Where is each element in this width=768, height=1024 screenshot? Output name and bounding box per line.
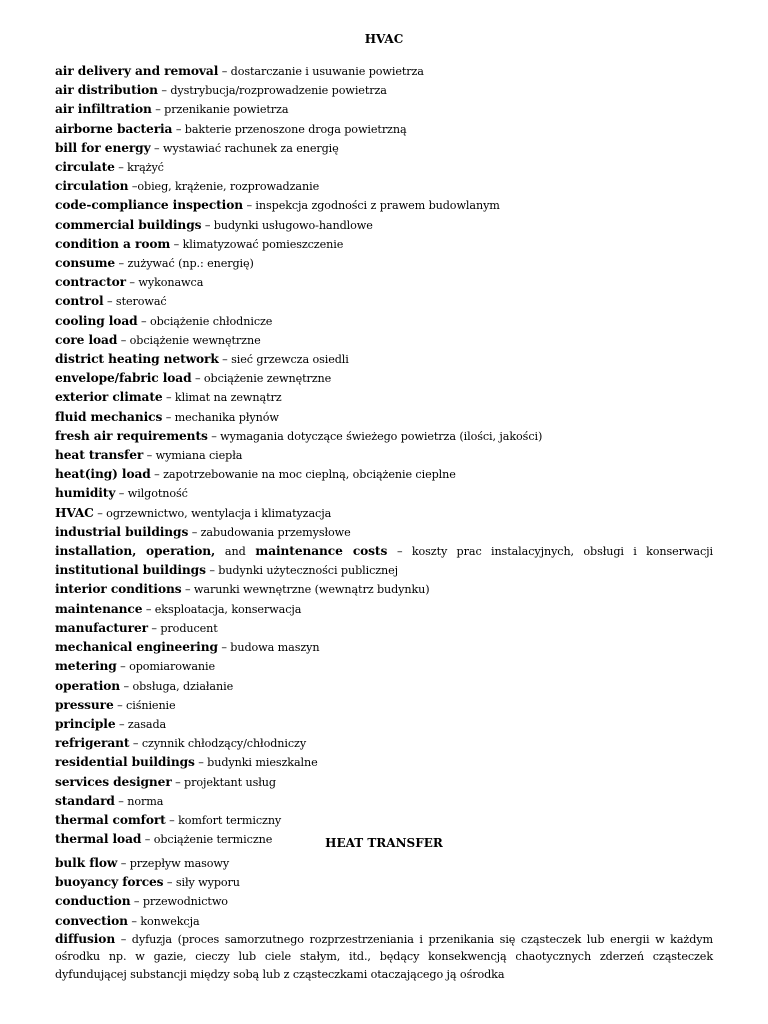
glossary-entry — [55, 120, 713, 139]
glossary-entry — [55, 273, 713, 292]
term: interior conditions — [55, 582, 182, 597]
term: conduction — [55, 894, 131, 909]
diffusion-line-1 — [55, 931, 713, 949]
term: air distribution — [55, 83, 158, 98]
glossary-entry — [55, 369, 713, 388]
definition: – budynki mieszkalne — [194, 756, 318, 770]
definition: – bakterie przenoszone droga powietrzną — [172, 122, 407, 136]
term: installation, — [55, 544, 137, 559]
glossary-entry — [55, 81, 713, 100]
definition: – konwekcja — [127, 914, 200, 928]
term: circulation — [55, 179, 129, 194]
glossary-list-heat-transfer — [55, 854, 713, 983]
section-title-hvac: HVAC — [364, 32, 404, 46]
glossary-entry — [55, 715, 713, 734]
glossary-entry — [55, 580, 713, 599]
glossary-entry — [55, 408, 713, 427]
definition: – obciążenie termiczne — [141, 833, 273, 847]
definition: – budowa maszyn — [217, 641, 320, 655]
term: circulate — [55, 160, 115, 175]
glossary-entry — [55, 312, 713, 331]
diffusion-line-2 — [55, 948, 713, 966]
glossary-entry — [55, 177, 713, 196]
glossary-entry-installation-costs — [55, 542, 713, 561]
definition: – wykonawca — [125, 276, 204, 290]
definition: – klimatyzować pomieszczenie — [170, 237, 344, 251]
glossary-entry — [55, 196, 713, 215]
definition: – obciążenie chłodnicze — [137, 314, 273, 328]
term: principle — [55, 716, 116, 731]
glossary-entry — [55, 638, 713, 657]
definition: – inspekcja zgodności z prawem budowlanym — [243, 199, 500, 213]
glossary-entry — [55, 696, 713, 715]
glossary-entry — [55, 446, 713, 465]
definition: – komfort termiczny — [165, 813, 282, 827]
glossary-entry — [55, 465, 713, 484]
term: consume — [55, 256, 116, 271]
term: refrigerant — [55, 736, 130, 751]
conjunction: and — [224, 545, 246, 559]
glossary-entry — [55, 331, 713, 350]
glossary-entry — [55, 912, 713, 931]
definition: – norma — [114, 794, 164, 808]
definition: – producent — [147, 621, 218, 635]
term: services designer — [55, 774, 172, 789]
term: envelope/fabric load — [55, 371, 192, 386]
definition: – dostarczanie i usuwanie powietrza — [218, 65, 424, 78]
definition: – budynki usługowo-handlowe — [201, 218, 373, 232]
definition: – zapotrzebowanie na moc cieplną, obciążenie cieplne — [150, 468, 456, 482]
term: operation, — [145, 544, 216, 559]
definition: ośrodku np. w gazie, cieczy lub ciele stałym, itd., będący konsekwencją chaotycznych zderzeń cząsteczek — [55, 950, 713, 964]
term: standard — [55, 793, 115, 808]
glossary-entry — [55, 523, 713, 542]
glossary-list-hvac — [55, 62, 713, 849]
glossary-entry — [55, 657, 713, 676]
definition: – ogrzewnictwo, wentylacja i klimatyzacja — [93, 506, 332, 520]
term: operation — [55, 678, 121, 693]
definition: – koszty prac instalacyjnych, obsługi i konserwacji — [396, 545, 713, 559]
term: manufacturer — [55, 620, 148, 635]
glossary-entry — [55, 388, 713, 407]
term: commercial buildings — [55, 217, 202, 232]
term: thermal comfort — [55, 812, 166, 827]
definition: – sieć grzewcza osiedli — [218, 353, 349, 367]
glossary-entry — [55, 892, 713, 911]
glossary-entry — [55, 427, 713, 446]
term: buoyancy forces — [55, 875, 164, 890]
term: air delivery and removal — [55, 64, 219, 78]
glossary-entry-diffusion — [55, 931, 713, 984]
glossary-entry — [55, 792, 713, 811]
diffusion-line-3 — [55, 966, 713, 984]
definition: – siły wyporu — [163, 876, 240, 890]
definition: – budynki użyteczności publicznej — [205, 564, 399, 578]
glossary-entry — [55, 854, 713, 873]
definition: – projektant usług — [171, 775, 276, 789]
definition: – zasada — [115, 717, 167, 731]
definition: – dyfuzja (proces samorzutnego rozprzestrzeniania i przenikania się cząsteczek lub energii w każdym — [115, 932, 713, 946]
definition: – czynnik chłodzący/chłodniczy — [129, 737, 307, 751]
term: condition a room — [55, 236, 171, 251]
definition: – sterować — [103, 295, 167, 309]
definition: – przewodnictwo — [130, 895, 228, 909]
term: diffusion — [55, 931, 116, 946]
definition: – krążyć — [114, 161, 164, 175]
glossary-entry — [55, 139, 713, 158]
definition: – ciśnienie — [113, 698, 176, 712]
glossary-entry — [55, 619, 713, 638]
definition: – obciążenie zewnętrzne — [191, 372, 332, 386]
glossary-entry — [55, 235, 713, 254]
glossary-entry — [55, 100, 713, 119]
definition: dyfundującej substancji między sobą lub z cząsteczkami otaczającego ją ośrodka — [55, 967, 505, 981]
term: fluid mechanics — [55, 409, 163, 424]
glossary-entry — [55, 504, 713, 523]
glossary-entry — [55, 811, 713, 830]
term: cooling load — [55, 313, 138, 328]
term: core load — [55, 332, 118, 347]
term: exterior climate — [55, 390, 163, 405]
glossary-entry — [55, 873, 713, 892]
term: humidity — [55, 486, 116, 501]
definition: – wymiana ciepła — [143, 449, 243, 463]
glossary-entry — [55, 484, 713, 503]
glossary-entry — [55, 773, 713, 792]
definition: – eksploatacja, konserwacja — [142, 602, 302, 616]
term: thermal load — [55, 832, 142, 847]
definition: – zabudowania przemysłowe — [188, 525, 351, 539]
term: bulk flow — [55, 856, 118, 870]
glossary-entry — [55, 734, 713, 753]
definition: – wymagania dotyczące świeżego powietrza (ilości, jakości) — [207, 429, 543, 443]
term: heat(ing) load — [55, 467, 151, 482]
definition: – wilgotność — [115, 487, 188, 501]
term: bill for energy — [55, 140, 151, 155]
glossary-entry — [55, 753, 713, 772]
definition: – dystrybucja/rozprowadzenie powietrza — [157, 84, 387, 98]
definition: – obciążenie wewnętrzne — [117, 333, 261, 347]
definition: – opomiarowanie — [116, 660, 216, 674]
definition: –obieg, krążenie, rozprowadzanie — [128, 180, 320, 194]
term: airborne bacteria — [55, 121, 173, 136]
term: mechanical engineering — [55, 640, 218, 655]
definition: – klimat na zewnątrz — [162, 391, 282, 405]
term: maintenance — [55, 601, 143, 616]
definition: – mechanika płynów — [162, 410, 279, 424]
glossary-entry — [55, 677, 713, 696]
term: HVAC — [55, 505, 94, 520]
definition: – obsługa, działanie — [120, 679, 234, 693]
term: control — [55, 294, 104, 309]
definition: – przenikanie powietrza — [151, 103, 289, 117]
term: industrial buildings — [55, 524, 189, 539]
section-title-heat-transfer: HEAT TRANSFER — [325, 836, 443, 850]
term: institutional buildings — [55, 563, 206, 578]
term: fresh air requirements — [55, 428, 208, 443]
glossary-entry — [55, 254, 713, 273]
term: contractor — [55, 275, 126, 290]
glossary-entry — [55, 561, 713, 580]
glossary-entry — [55, 62, 713, 81]
glossary-entry — [55, 216, 713, 235]
definition: – warunki wewnętrzne (wewnątrz budynku) — [181, 583, 430, 597]
term: code-compliance inspection — [55, 198, 243, 213]
definition: – zużywać (np.: energię) — [115, 257, 254, 271]
term: residential buildings — [55, 755, 195, 770]
definition: – wystawiać rachunek za energię — [150, 141, 339, 155]
term: convection — [55, 913, 128, 928]
definition: – przepływ masowy — [117, 857, 230, 870]
term: district heating network — [55, 352, 219, 367]
term: maintenance costs — [255, 544, 388, 559]
glossary-entry — [55, 350, 713, 369]
glossary-entry — [55, 600, 713, 619]
term: air infiltration — [55, 102, 152, 117]
term: heat transfer — [55, 448, 144, 463]
glossary-entry — [55, 158, 713, 177]
glossary-entry — [55, 292, 713, 311]
term: pressure — [55, 697, 114, 712]
term: metering — [55, 659, 117, 674]
